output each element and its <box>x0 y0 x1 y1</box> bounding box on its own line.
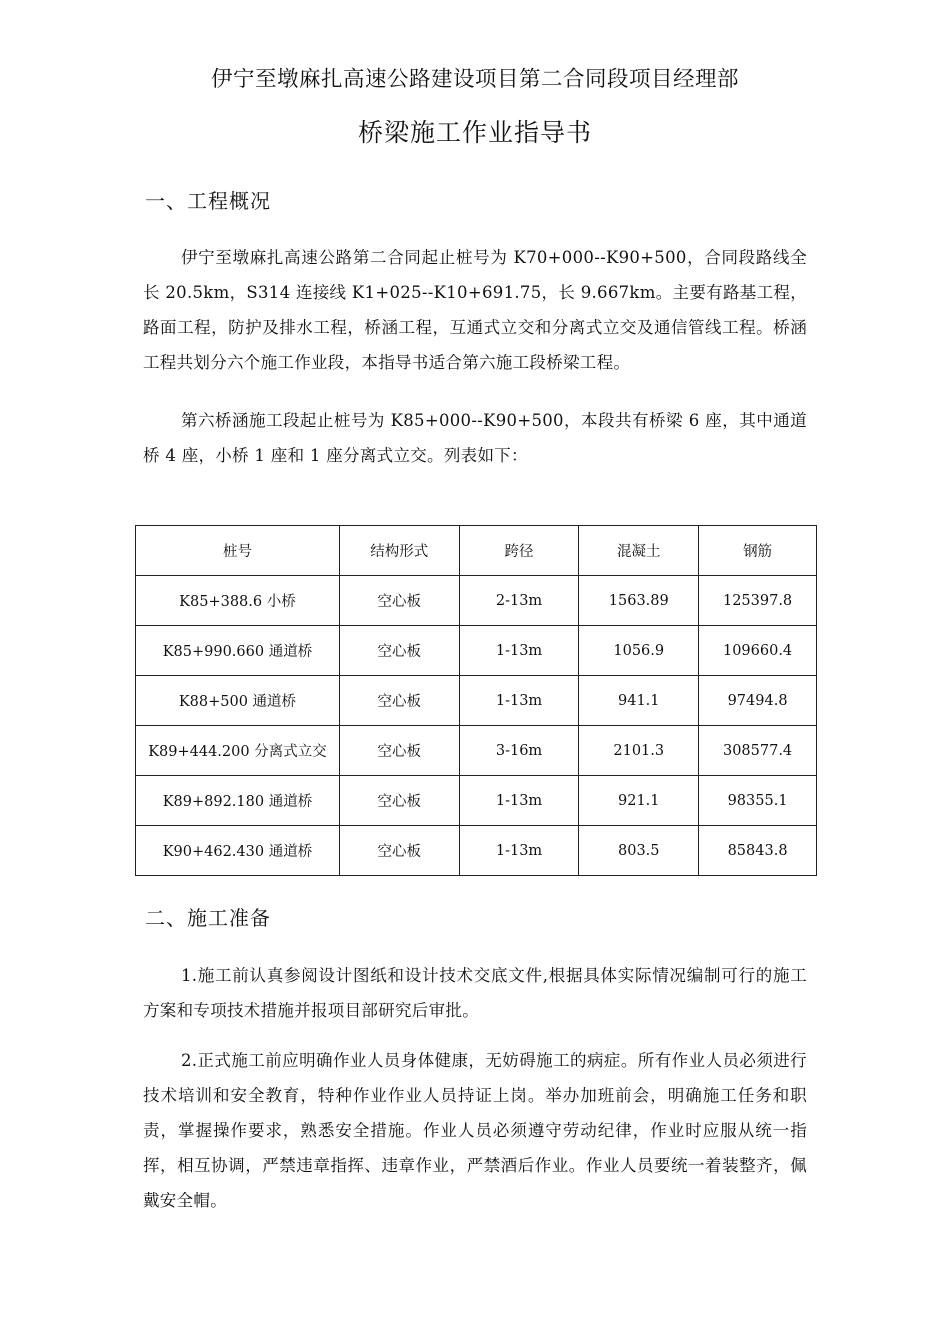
cell-station: K85+990.660 通道桥 <box>136 626 340 676</box>
bridge-list-table <box>135 525 817 876</box>
cell-concrete: 921.1 <box>579 776 699 826</box>
document-title: 桥梁施工作业指导书 <box>357 118 592 147</box>
cell-span: 1-13m <box>459 626 579 676</box>
table-row <box>136 576 817 626</box>
cell-structure-type: 空心板 <box>339 626 459 676</box>
cell-span: 1-13m <box>459 826 579 876</box>
cell-structure-type: 空心板 <box>339 776 459 826</box>
cell-span: 3-16m <box>459 726 579 776</box>
table-row <box>136 726 817 776</box>
cell-rebar: 109660.4 <box>699 626 817 676</box>
section-2-item-2: 2.正式施工前应明确作业人员身体健康，无妨碍施工的病症。所有作业人员必须进行技术培训和安全教育，特种作业作业人员持证上岗。举办加班前会，明确施工任务和职责，掌握操作要求，熟悉安全措施。作业人员必须遵守劳动纪律，作业时应服从统一指挥，相互协调，严禁违章指挥、违章作业，严禁酒后作业。作业人员要统一着装整齐，佩戴安全帽。 <box>143 1051 807 1210</box>
cell-rebar: 98355.1 <box>699 776 817 826</box>
section-1-heading: 一、工程概况 <box>145 189 271 213</box>
table-row <box>136 626 817 676</box>
section-2-heading: 二、施工准备 <box>145 906 271 930</box>
header-span: 跨径 <box>459 526 579 576</box>
cell-structure-type: 空心板 <box>339 726 459 776</box>
cell-station: K89+444.200 分离式立交 <box>136 726 340 776</box>
cell-concrete: 2101.3 <box>579 726 699 776</box>
header-station: 桩号 <box>136 526 340 576</box>
cell-rebar: 125397.8 <box>699 576 817 626</box>
cell-rebar: 85843.8 <box>699 826 817 876</box>
cell-structure-type: 空心板 <box>339 826 459 876</box>
section-2-item-1: 1.施工前认真参阅设计图纸和设计技术交底文件,根据具体实际情况编制可行的施工方案和专项技术措施并报项目部研究后审批。 <box>143 966 807 1020</box>
section-1-paragraph-2: 第六桥涵施工段起止桩号为 K85+000--K90+500，本段共有桥梁 6 座，其中通道桥 4 座，小桥 1 座和 1 座分离式立交。列表如下： <box>143 411 807 465</box>
cell-concrete: 803.5 <box>579 826 699 876</box>
table-header-row <box>136 526 817 576</box>
table-row <box>136 826 817 876</box>
cell-structure-type: 空心板 <box>339 676 459 726</box>
cell-station: K85+388.6 小桥 <box>136 576 340 626</box>
cell-station: K89+892.180 通道桥 <box>136 776 340 826</box>
cell-span: 2-13m <box>459 576 579 626</box>
cell-structure-type: 空心板 <box>339 576 459 626</box>
cell-span: 1-13m <box>459 776 579 826</box>
cell-rebar: 97494.8 <box>699 676 817 726</box>
cell-concrete: 1056.9 <box>579 626 699 676</box>
cell-concrete: 1563.89 <box>579 576 699 626</box>
cell-concrete: 941.1 <box>579 676 699 726</box>
cell-rebar: 308577.4 <box>699 726 817 776</box>
section-1-paragraph-1: 伊宁至墩麻扎高速公路第二合同起止桩号为 K70+000--K90+500，合同段路线全长 20.5km，S314 连接线 K1+025--K10+691.75，长 9.667km。主要有路基工程，路面工程，防护及排水工程，桥涵工程，互通式立交和分离式立交及通信管线工程。桥涵工程共划分六个施工作业段，本指导书适合第六施工段桥梁工程。 <box>143 248 807 372</box>
table-row <box>136 776 817 826</box>
cell-span: 1-13m <box>459 676 579 726</box>
cell-station: K90+462.430 通道桥 <box>136 826 340 876</box>
cell-station: K88+500 通道桥 <box>136 676 340 726</box>
header-structure-type: 结构形式 <box>339 526 459 576</box>
organization-title: 伊宁至墩麻扎高速公路建设项目第二合同段项目经理部 <box>210 67 739 92</box>
header-rebar: 钢筋 <box>699 526 817 576</box>
table-row <box>136 676 817 726</box>
header-concrete: 混凝土 <box>579 526 699 576</box>
